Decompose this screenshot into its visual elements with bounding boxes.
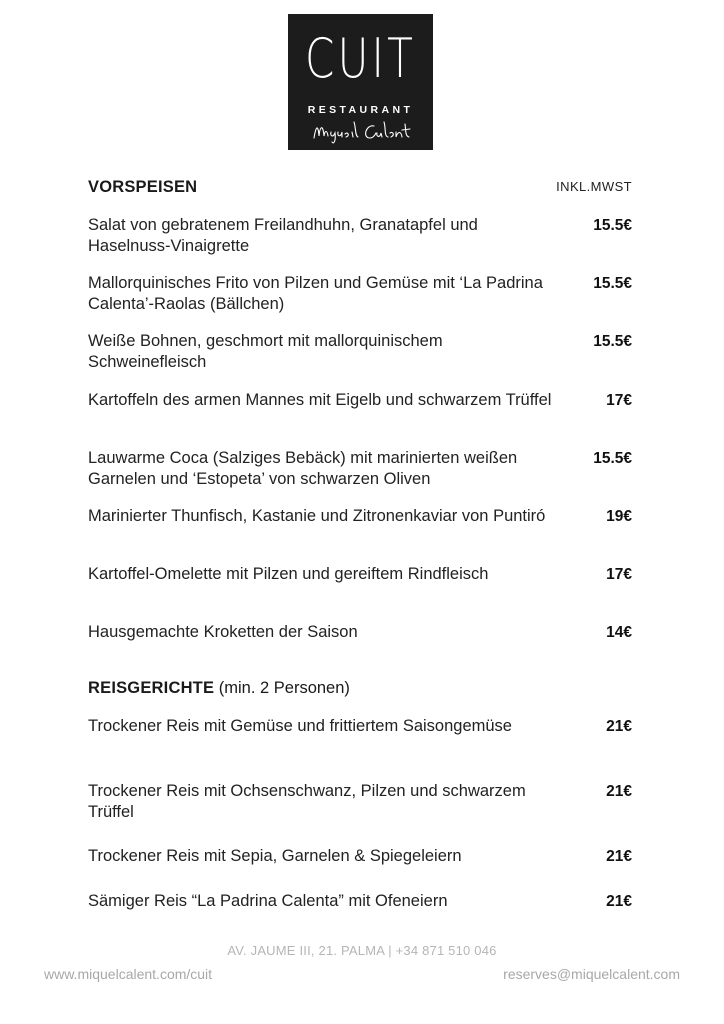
signature-logo [310,118,412,146]
rice-heading [88,679,632,698]
menu-item-price: 15.5€ [593,217,632,234]
rice-note: (min. 2 Personen) [218,679,350,697]
menu-item-price: 19€ [606,508,632,525]
menu-item-price: 15.5€ [593,450,632,467]
menu-item-price: 15.5€ [593,333,632,350]
menu-item-name: Mallorquinisches Frito von Pilzen und Gemüse mit ‘La Padrina Calenta’-Raolas (Bällchen) [88,274,543,313]
menu-item-name: Kartoffel-Omelette mit Pilzen und gereiftem Rindfleisch [88,565,489,583]
starters-title: VORSPEISEN [88,178,198,196]
menu-item-price: 21€ [606,718,632,735]
menu-item-name: Trockener Reis mit Gemüse und frittiertem Saisongemüse [88,717,512,735]
menu-item-price: 17€ [606,566,632,583]
rice-title: REISGERICHTE [88,679,215,697]
menu-item-name: Trockener Reis mit Sepia, Garnelen & Spiegeleiern [88,847,462,865]
menu-item-name: Hausgemachte Kroketten der Saison [88,623,358,641]
menu-item-price: 14€ [606,624,632,641]
menu-item-price: 17€ [606,392,632,409]
menu-item-price: 21€ [606,783,632,800]
menu-item-price: 15.5€ [593,275,632,292]
menu-item-name: Trockener Reis mit Ochsenschwanz, Pilzen und schwarzem Trüffel [88,782,526,821]
menu-item-price: 21€ [606,848,632,865]
tax-note: INKL.MWST [556,179,632,194]
starters-heading [88,178,632,197]
menu-item-name: Weiße Bohnen, geschmort mit mallorquinischem Schweinefleisch [88,332,443,371]
menu-item-name: Kartoffeln des armen Mannes mit Eigelb und schwarzem Trüffel [88,391,552,409]
logo-subtitle: RESTAURANT [307,104,414,116]
footer-address: AV. JAUME III, 21. PALMA | +34 871 510 046 [227,943,497,958]
logo-name: CUIT [305,27,416,90]
menu-item-name: Salat von gebratenem Freilandhuhn, Granatapfel und Haselnuss-Vinaigrette [88,216,478,255]
menu-item-name: Lauwarme Coca (Salziges Bebäck) mit marinierten weißen Garnelen und ‘Estopeta’ von schwarzen Oliven [88,449,518,488]
menu-item-price: 21€ [606,893,632,910]
footer-email-link[interactable]: reserves@miquelcalent.com [503,966,680,982]
menu-item-name: Marinierter Thunfisch, Kastanie und Zitronenkaviar von Puntiró [88,507,546,525]
restaurant-logo [288,14,433,150]
menu-item-name: Sämiger Reis “La Padrina Calenta” mit Ofeneiern [88,892,448,910]
footer-website-link[interactable]: www.miquelcalent.com/cuit [44,966,213,982]
